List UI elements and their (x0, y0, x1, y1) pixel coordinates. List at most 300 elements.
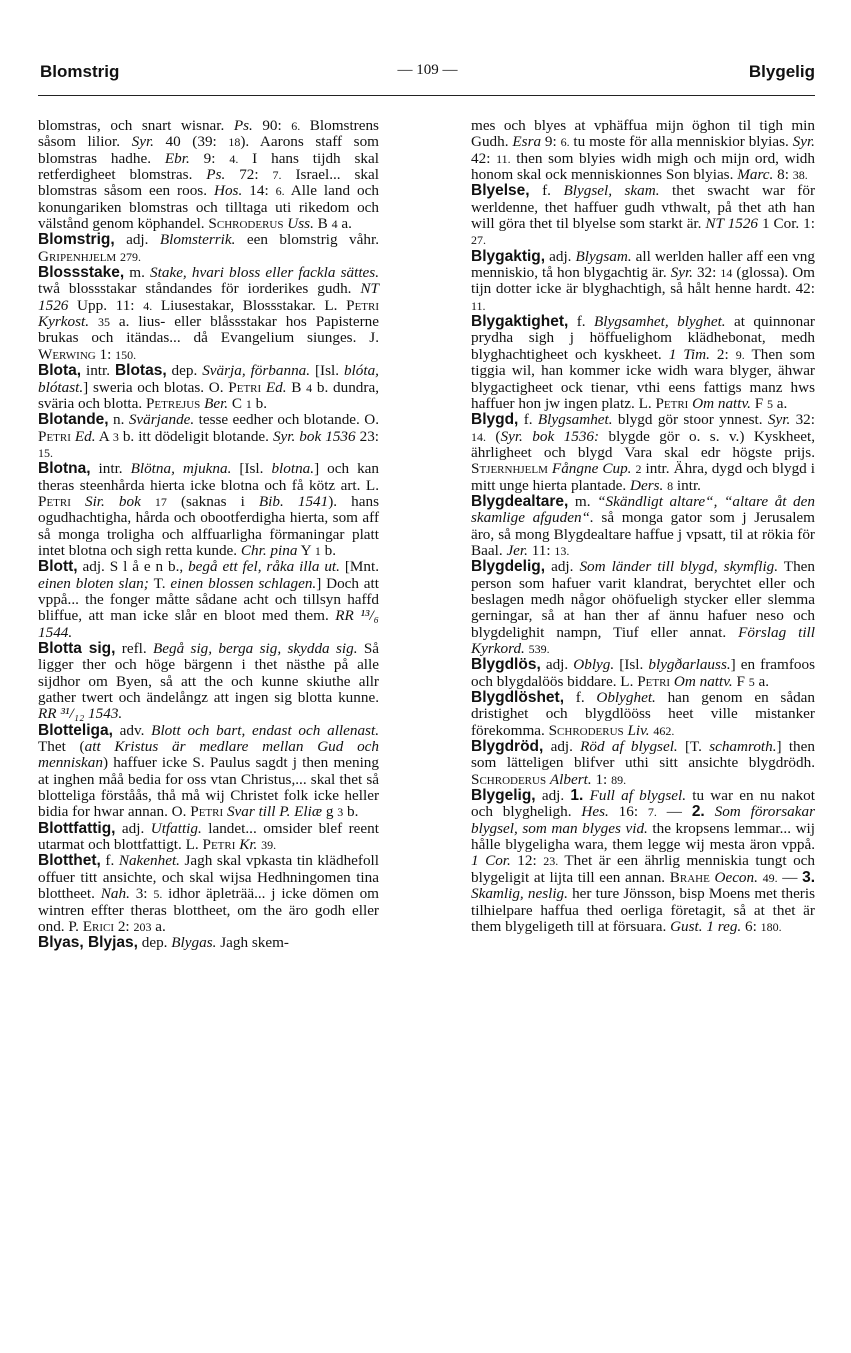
entry-text: m. (568, 492, 598, 510)
entry-text: F (732, 672, 749, 690)
entry-text: een blomstrig våhr. (235, 231, 379, 249)
entry-text: F (750, 394, 767, 412)
entry-text: intr. (81, 362, 115, 380)
entry-text: Ebr. (164, 149, 190, 167)
headword: Blygaktig, (471, 247, 546, 265)
entry-text: Petri (346, 296, 380, 314)
header-right-guide-word: Blygelig (748, 62, 815, 81)
header-rule (38, 95, 815, 96)
entry-text: 90: (252, 117, 292, 134)
entry-text: [Mnt. (339, 558, 380, 576)
entry-text: 6. (291, 119, 301, 133)
entry-text: Hes. (581, 803, 609, 821)
headword: Blygaktighet, (471, 313, 569, 331)
entry-text: blygðarlauss. (648, 656, 731, 674)
entry-text: adv. (112, 721, 152, 739)
entry-text: ). Aarons staff som blomstras hadhe. (38, 133, 379, 167)
entry-text: all werlden haller aff een vng menniskio, tå hon blygachtig är. (471, 247, 815, 282)
entry-text: dep. (137, 934, 172, 952)
dictionary-entry (471, 183, 815, 248)
entry-text: NT 1526 (705, 215, 759, 233)
headword: Blygdlös, (471, 656, 541, 674)
entry-text: att Kristus är medlare mellan Gud och menniskan (38, 738, 380, 772)
entry-text: b. dundra, sväria och blotta. (38, 378, 379, 412)
entry-text: twå blossstakar ståndandes för iorderikes gudh. (38, 280, 361, 298)
entry-text: adj. S l å e n b., (77, 558, 189, 576)
dictionary-entry (38, 461, 379, 559)
entry-text: Hos. (214, 182, 243, 200)
entry-text: Ber. (204, 394, 229, 412)
entry-text: schamroth. (709, 738, 777, 756)
entry-text: Som förorsakar blygsel, som man blyges vid. (471, 803, 816, 837)
entry-text: Skamlig, neslig. (471, 885, 568, 903)
dictionary-entry (38, 232, 379, 265)
entry-text: Gripenhjelm (38, 247, 117, 265)
entry-text: 8: (773, 166, 793, 184)
headword: Blota, (38, 362, 82, 380)
entry-text: Nah. (100, 885, 130, 903)
entry-text: adj. (115, 819, 151, 837)
entry-text: g (322, 803, 338, 821)
entry-text: (saknas i (166, 492, 259, 510)
entry-text: Begå sig, berga sig, skydda sig. (153, 640, 358, 657)
entry-text: Nakenhet. (118, 852, 180, 870)
entry-text: — (656, 803, 692, 821)
entry-text: Blomstrens såsom lilior. (38, 117, 379, 151)
entry-text: Chr. pina (240, 541, 298, 559)
entry-text: mes och blyes at vphäffua mijn öghon til tigh min Gudh. (471, 117, 815, 151)
header-left-guide-word: Blomstrig (40, 62, 120, 81)
dictionary-entry (38, 265, 379, 363)
entry-text: Kr. (239, 836, 258, 854)
entry-text: 1 Cor. (471, 852, 511, 870)
entry-text: Then som tiggia wil, han kommer icke widh wara blyger, ähwar blygactigheet ock tienar, vthi eens fattigs manz hws haffuer hon jw ingen platz. L. (471, 345, 816, 412)
entry-text: 23. (543, 854, 559, 869)
entry-text (705, 803, 715, 820)
entry-text: [Isl. (310, 362, 344, 380)
entry-text (141, 493, 155, 510)
entry-text: 1 (314, 543, 321, 558)
left-column (38, 118, 379, 952)
entry-text: — (777, 868, 803, 886)
entry-text: 5 (766, 396, 773, 411)
dictionary-entry (471, 412, 815, 494)
entry-text: 4 (331, 217, 338, 232)
entry-text: 38. (792, 168, 808, 183)
entry-text: f. (564, 689, 597, 707)
entry-text: 2: (114, 917, 134, 935)
entry-text: ( (486, 427, 501, 445)
entry-text: 11: (527, 541, 555, 559)
headword: Blygd, (471, 411, 519, 429)
headword: Blotta sig, (38, 640, 116, 657)
entry-text: Blötna, mjukna. (130, 460, 232, 478)
entry-text: Thet ( (38, 738, 85, 756)
entry-text: 4. (229, 151, 239, 166)
entry-text: 23: (355, 427, 380, 445)
entry-text: ] och kan theras steenhårda hierta icke blotna och få kötz art. L. (38, 460, 379, 494)
entry-text: Petri (190, 803, 224, 821)
entry-text: Ders. (630, 476, 664, 494)
entry-text: landet... omsider blef reent utarmat och blottfattigt. L. (38, 819, 379, 854)
headword: 3. (802, 868, 816, 886)
entry-text: 39. (261, 838, 277, 853)
dictionary-entry (38, 412, 379, 461)
entry-text: 462. (653, 723, 675, 738)
entry-text: adj. (545, 247, 576, 265)
entry-text: 7. (272, 168, 282, 183)
entry-text: Ed. (74, 427, 96, 445)
headword: Blygdelig, (471, 558, 546, 576)
entry-text: Blygas. (171, 934, 217, 952)
dictionary-entry (471, 118, 815, 183)
entry-text: 42: (471, 149, 497, 167)
entry-text: [Isl. (614, 656, 649, 674)
entry-text: 72: (225, 166, 273, 184)
entry-text: b. (320, 541, 337, 559)
entry-text: tu moste för alla menniskior blyias. (569, 133, 793, 151)
entry-text: 4. (143, 298, 153, 313)
entry-text: blomstras, och snart wisnar. (38, 117, 234, 134)
entry-text: så monga gator som j Jerusalem äro, så mong Blygdealtare haffue j vpsatt, til at rökia för Baal. (471, 509, 815, 559)
entry-text: 6: (741, 917, 761, 935)
entry-text: Som länder till blygd, skymflig. (579, 558, 779, 576)
entry-text: 9. (735, 347, 745, 362)
entry-text: 539. (528, 642, 550, 656)
entry-text: Petri (228, 378, 262, 396)
entry-text: a. lius- eller blåssstakar hos Papisterne brukas och itändas... då Evangelium siunges. J. (38, 313, 379, 347)
entry-text: Jagh skal vpkasta tin klädhefoll offuer titt ansichte, och skal wijsa Hedhningomen tina blottheet. (38, 852, 379, 903)
entry-text: 3 (112, 429, 119, 444)
entry-text: 14: (242, 182, 276, 200)
entry-text: Blygsamhet. (537, 411, 613, 429)
page-header (40, 62, 815, 92)
entry-text: 1 Cor. 1: (758, 215, 815, 233)
entry-text: 12: (510, 852, 544, 870)
entry-text: A (95, 427, 113, 445)
entry-text: Petrejus (145, 394, 201, 412)
dictionary-entry (471, 559, 815, 657)
entry-text: Thet är een ährlig menniskia tungt och blygeligit at lijta till een annan. (471, 852, 815, 886)
entry-text (71, 493, 85, 510)
entry-text: f. (518, 411, 538, 429)
entry-text: han genom en sådan dristighet och blygdlööss heet ville mistanker förekomma. (471, 689, 816, 739)
dictionary-entry (38, 723, 379, 821)
entry-text: f. (568, 313, 595, 331)
entry-text: b. (251, 394, 268, 412)
entry-text: blygde gör o. s. v.) Kyskheet, ährligheet och blygd Vara skal edr högste prijs. (471, 427, 815, 461)
entry-text: m. (124, 264, 151, 282)
entry-text: intr. (90, 460, 131, 478)
entry-text: Förslag till Kyrkord. (471, 623, 815, 657)
entry-text: f. (100, 852, 119, 870)
entry-text: then som blyies widh migh och mijn ord, widh honom skal ock menniskionnes Son blyias. (471, 149, 815, 184)
entry-text: 150. (115, 347, 137, 362)
entry-text: ] Doch att vppå... the fonger måtte sådane acht och tillsyn haffd bliffue, att man icke slår en bloot med them. (38, 574, 379, 625)
entry-text: 16: (608, 803, 648, 821)
entry-text: Blott och bart, endast och allenast. (151, 721, 379, 739)
entry-text: (glossa). Om tijn dotter icke är blyghachtigh, så hålt henne hardt. 42: (471, 264, 815, 298)
headword: Blotas, (114, 362, 167, 380)
entry-text: Så ligger ther och höge bärgenn i thet nästhe på alle sijdhor om Byen, så att the och kunne skiuthe allr gather twert och ändelångz att ingen sig blotta kunne. (38, 640, 380, 707)
entry-text: 7. (647, 805, 657, 820)
entry-text: Syr. (767, 411, 791, 429)
entry-text: 17 (154, 494, 167, 509)
entry-text: Schroderus (208, 215, 284, 233)
entry-text: b. (343, 803, 359, 821)
entry-text: 2: (709, 345, 736, 363)
entry-text: 1 (245, 396, 252, 411)
entry-text: Schroderus (471, 770, 547, 788)
headword: Blyas, Blyjas, (38, 934, 138, 952)
entry-text: Syr. (792, 133, 815, 151)
headword: Blygdlöshet, (471, 689, 565, 707)
entry-text: Bib. 1541 (258, 492, 329, 510)
entry-text: Upp. 11: (68, 296, 144, 314)
headword: Blotthet, (38, 852, 101, 870)
entry-text: adj. (114, 231, 160, 249)
entry-text: 4 (306, 380, 313, 395)
entry-text: ] sweria och blotas. O. (83, 378, 229, 396)
entry-text: RR ³¹/₁₂ 1543. (38, 705, 123, 723)
entry-text: Albert. (549, 770, 592, 788)
entry-text: 40 (39: (153, 133, 229, 151)
entry-text: C (228, 394, 246, 412)
dictionary-entry (38, 363, 379, 412)
headword: 1. (570, 787, 584, 805)
entry-text: the kropsens lemmar... wij hålle blygeligha wara, them legge wij mesta äron vppå. (471, 819, 815, 854)
entry-text: begå ett fel, råka illa ut. (188, 558, 340, 576)
headword: Blotande, (38, 411, 109, 429)
entry-text: b. itt dödeligit blotande. (118, 427, 273, 445)
entry-text: Blygsel, skam. (563, 182, 660, 200)
dictionary-entry (471, 788, 815, 935)
headword: Blomstrig, (38, 231, 115, 249)
entry-text: Marc. (737, 166, 774, 184)
entry-text: Syr. bok 1536: (500, 427, 600, 445)
dictionary-entry (471, 657, 815, 690)
dictionary-entry (38, 821, 379, 854)
dictionary-entry (471, 494, 815, 559)
entry-text: Ps. (233, 117, 253, 134)
entry-text: B (313, 215, 332, 233)
entry-text: 13. (554, 543, 570, 558)
entry-text: RR ¹³/₆ 1544. (38, 607, 379, 641)
entry-text: her ture Jönsson, bisp Moens met theris tilhielpare haffua thed oerliga företagit, så at thet är them blygeligeth till at försuara. (471, 885, 815, 935)
entry-text: I hans tijdh skal retferdigheet blomstras. (38, 149, 379, 184)
entry-text: Om nattv. (673, 672, 733, 690)
entry-text: blóta, blótast. (38, 362, 379, 396)
dictionary-entry (471, 314, 815, 412)
entry-text: 49. (762, 870, 778, 885)
entry-text: f. (529, 182, 564, 200)
entry-text: Blomsterrik. (159, 231, 236, 249)
entry-text: Erici (82, 917, 115, 935)
entry-text: Syr. bok 1536 (272, 427, 356, 445)
headword: Blotna, (38, 460, 91, 478)
entry-text: Syr. (131, 133, 154, 151)
entry-text: 9: (189, 149, 230, 167)
entry-text: 6. (275, 184, 285, 199)
headword: Blyelse, (471, 182, 530, 200)
entry-text: a. (337, 215, 352, 233)
entry-text: intr. (673, 476, 701, 494)
entry-text: intr. Ähra, dygd och blygd i mitt unge hierta plantade. (471, 460, 816, 494)
entry-text: Then person som hafuer varit klandrat, berychtet eller och beslagen medh någor ohöfueligh stycker eller slemma gerningar, så at han ther af ännu hafuer neso och blygdelighit nampn, Tiuf eller annat. (471, 558, 816, 641)
entry-text: blotna. (271, 460, 315, 478)
entry-text: 8 (667, 478, 674, 493)
entry-text: Liv. (627, 721, 650, 739)
page-number: — 109 — (397, 62, 458, 78)
entry-text: Gust. 1 reg. (670, 917, 742, 935)
entry-text: tesse eedher och blotande. O. (194, 411, 380, 429)
entry-text: tu war en nu nakot och blygheligh. (471, 787, 815, 821)
entry-text: Schroderus (548, 721, 624, 739)
headword: Blott, (38, 558, 78, 576)
entry-text: Svärja, förbanna. (202, 362, 311, 380)
entry-text: Blygsam. (575, 247, 632, 265)
entry-text: Petri (38, 427, 71, 445)
entry-text: Jagh skem- (216, 934, 289, 952)
entry-text: 1: (95, 345, 116, 363)
entry-text (89, 313, 98, 330)
dictionary-entry (38, 935, 379, 951)
headword: Blygdröd, (471, 738, 544, 756)
entry-text: Ed. (265, 378, 287, 396)
entry-text: 11. (496, 151, 511, 166)
entry-text: 2 (635, 462, 642, 477)
headword: Blossstake, (38, 264, 125, 282)
entry-text: idhor äpleträä... j icke dömen om wintren effter theras blottheet, om the äro godh eller ond. P. (38, 885, 379, 935)
entry-text: 3: (129, 885, 154, 903)
entry-text: refl. (115, 640, 154, 657)
entry-text: Oblyg. (573, 656, 615, 674)
entry-text: 32: (692, 264, 721, 282)
entry-text: Om nattv. (692, 394, 751, 412)
entry-text: Svärjande. (128, 411, 195, 429)
entry-text: dep. (166, 362, 203, 380)
entry-text: Werwing (38, 345, 96, 363)
headword: Blottfattig, (38, 819, 116, 837)
entry-text: 1: (591, 770, 612, 788)
entry-text: Stjernhjelm (471, 460, 548, 478)
entry-text: [T. (677, 738, 710, 756)
entry-text: 15. (38, 445, 53, 460)
entry-text: Utfattig. (150, 819, 202, 837)
entry-text: 1 Tim. (668, 345, 710, 363)
entry-text: ) haffuer icke S. Paulus sagdt j then mening at inghen måå bedia for oss vtan Christus,... skal thet så blotteliga förståås, thå må wij Christet folk icke heller bidia for hwar annan. O. (38, 754, 379, 821)
entry-text: Petri (202, 836, 236, 854)
entry-text: ] en framfoos och blygdalöös biddare. L. (471, 656, 816, 690)
entry-text: Brahe (669, 868, 710, 886)
entry-text: Jer. (506, 541, 528, 559)
entry-text: adj. (545, 558, 580, 576)
entry-text: Fångne Cup. (551, 460, 632, 478)
entry-text: Syr. (670, 264, 693, 282)
entry-text: Alle land och konungariken blomstras och tilltaga uti rikedom och välstånd genom köphandel. (38, 182, 379, 233)
entry-text: B (286, 378, 307, 396)
entry-text: T. (153, 574, 171, 592)
entry-text: 5 (748, 674, 755, 689)
entry-text: 11. (471, 298, 486, 313)
entry-text: 89. (611, 772, 627, 787)
entry-text: ] then som lätteligen blifver uthi sitt ansichte blygdrödh. (471, 738, 815, 772)
entry-text: Israel... skal blomstras såsom een roos. (38, 166, 379, 200)
entry-text: Kyrkost. (38, 313, 90, 331)
entry-text: Uss. (287, 215, 314, 233)
entry-text: 279. (120, 249, 141, 264)
dictionary-entry (471, 690, 815, 739)
entry-text: NT 1526 (38, 280, 379, 314)
entry-text: 14 (720, 266, 733, 281)
entry-text: einen blossen schlagen. (170, 574, 317, 592)
entry-text: 18 (228, 135, 241, 150)
entry-text: 35 (97, 315, 110, 330)
entry-text: adj. (543, 738, 581, 756)
entry-text: Petri (637, 672, 671, 690)
entry-text: Y (297, 541, 315, 559)
entry-text: 5. (153, 887, 163, 902)
entry-text: Petri (38, 492, 71, 510)
entry-text: 27. (471, 233, 486, 248)
entry-text: Blygsamhet, blyghet. (594, 313, 726, 331)
entry-text: Oecon. (714, 868, 758, 886)
entry-text: 32: (790, 411, 815, 429)
entry-text: a. (772, 394, 788, 412)
entry-text: einen bloten slan; (38, 574, 154, 592)
entry-text: 180. (760, 919, 782, 934)
entry-text: 9: (541, 133, 561, 151)
headword: 2. (691, 803, 705, 821)
entry-text: ). hans ogudhachtigha, hårda och obootferdigha hierta, som aff så monga troligha och alffuarligha förmaningar platt intet blotna och sigh retta kunde. (38, 492, 380, 559)
dictionary-entry (471, 739, 815, 788)
entry-text: Stake, hvari bloss eller fackla sättes. (150, 264, 379, 282)
entry-text: blygd gör stoor ynnest. (612, 411, 768, 429)
entry-text: a. (151, 917, 166, 935)
entry-text: Sir. bok (84, 492, 141, 510)
entry-text: Röd af blygsel. (580, 738, 678, 756)
entry-text: n. (108, 411, 129, 429)
entry-text: Esra (512, 133, 542, 151)
entry-text: “Skändligt altare“, “altare åt den skamlige afguden“. (471, 492, 815, 527)
entry-text: Full af blygsel. (589, 787, 686, 805)
entry-text: [Isl. (231, 460, 272, 478)
entry-text: 3 (337, 805, 344, 820)
dictionary-entry (38, 118, 379, 232)
entry-text: 203 (133, 919, 152, 934)
entry-text: Petri (655, 394, 689, 412)
headword: Blygelig, (471, 787, 536, 805)
entry-text: 14. (471, 429, 486, 444)
entry-text: Oblyghet. (596, 689, 656, 707)
entry-text: Ps. (206, 166, 226, 184)
entry-text: a. (754, 672, 770, 690)
headword: Blotteliga, (38, 721, 113, 739)
dictionary-entry (38, 853, 379, 935)
entry-text: at quinnonar prydha sigh j höffuelighom klädhebonat, medh blyghachtigheet och kyskheet. (471, 313, 815, 363)
entry-text: Svar till P. Eliæ (226, 803, 323, 821)
right-column (471, 118, 815, 935)
dictionary-entry (471, 249, 815, 314)
headword: Blygdealtare, (471, 492, 569, 510)
entry-text: 6. (560, 135, 570, 150)
entry-text: adj. (535, 787, 571, 805)
entry-text: thet swacht war för werldenne, thet haffuer gudh vthwalt, på thet ath han will göra thet til blyelse som starkt är. (471, 182, 815, 233)
dictionary-entry (38, 559, 379, 641)
dictionary-entry (38, 641, 379, 723)
entry-text: adj. (540, 656, 574, 674)
entry-text: Liusestakar, Blossstakar. L. (152, 296, 347, 314)
